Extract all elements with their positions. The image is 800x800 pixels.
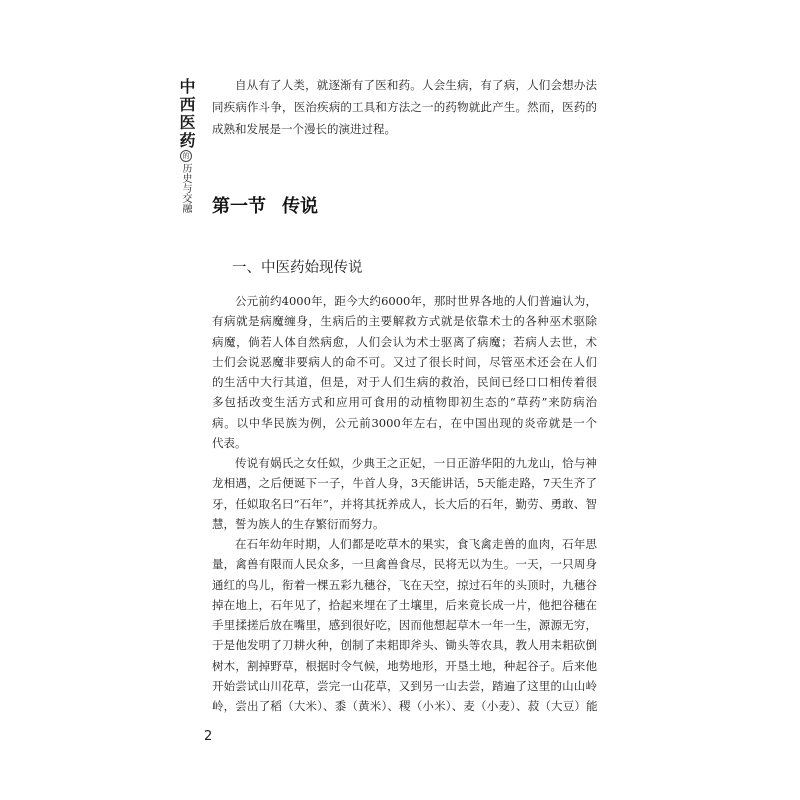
paragraph [212, 534, 597, 716]
text-line: 牙，任姒取名曰“石年”，并将其抚养成人，长大后的石年，勤劳、勇敢、智 [212, 496, 597, 511]
text-line: 多包括改变生活方式和应用可食用的动植物即初生态的“草药”来防病治 [212, 395, 597, 410]
section-title: 传说 [282, 196, 318, 217]
running-header-connector: 的 [180, 150, 192, 162]
text-line: 岭，尝出了稻（大米）、黍（黄米）、稷（小米）、麦（小麦）、菽（大豆）能 [212, 699, 597, 713]
text-line: 成熟和发展是一个漫长的演进过程。 [212, 122, 396, 136]
section-heading [212, 196, 318, 218]
text-line: 自从有了人类，就逐渐有了医和药。人会生病，有了病，人们会想办法 [235, 78, 597, 92]
subsection-heading: 一、中医药始现传说 [232, 260, 363, 276]
text-line: 手里揉搓后放在嘴里，感到很好吃，因而他想起草木一年一生，源源无穷， [212, 618, 597, 632]
text-line: 公元前约4000年，距今大约6000年，那时世界各地的人们普遍认为， [235, 294, 597, 308]
text-line: 开始尝试山川花草，尝完一山花草，又到另一山去尝，踏遍了这里的山山岭 [212, 678, 597, 693]
text-line: 代表。 [212, 435, 247, 450]
page-number: 2 [204, 729, 213, 744]
text-line: 有病就是病魔缠身，生病后的主要解救方式就是依靠术士的各种巫术驱除 [212, 314, 597, 329]
text-line: 在石年幼年时期，人们都是吃草木的果实，食飞禽走兽的血肉，石年思 [235, 537, 597, 551]
text-line: 同疾病作斗争，医治疾病的工具和方法之一的药物就此产生。然而，医药的 [212, 100, 597, 114]
running-header-subtitle: 历史与交融 [180, 163, 191, 213]
text-line: 士们会说恶魔非要病人的命不可。又过了很长时间，尽管巫术还会在人们 [212, 354, 597, 369]
text-line: 病。以中华民族为例，公元前3000年左右，在中国出现的炎帝就是一个 [212, 415, 597, 430]
text-line: 的生活中大行其道，但是，对于人们生病的救治，民间已经口口相传着很 [212, 375, 597, 389]
text-line: 传说有娲氏之女任姒，少典王之正妃，一日正游华阳的九龙山，恰与神 [235, 456, 597, 470]
text-line: 树木，割掉野草，根据时令气候，地势地形，开垦土地，种起谷子。后来他 [212, 658, 597, 673]
paragraph [212, 291, 597, 453]
intro-paragraph [212, 74, 597, 140]
text-line: 慧，誓为族人的生存繁衍而努力。 [212, 516, 385, 531]
running-header-title: 中西医药 [177, 78, 196, 150]
text-line: 量，禽兽有限而人民众多，一旦禽兽食尽，民将无以为生。一天，一只周身 [212, 557, 597, 572]
text-line: 病魔，倘若人体自然病愈，人们会认为术士驱离了病魔；若病人去世，术 [212, 334, 597, 349]
text-line: 通红的鸟儿，衔着一棵五彩九穗谷，飞在天空，掠过石年的头顶时，九穗谷 [212, 577, 597, 592]
text-line: 于是他发明了刀耕火种，创制了耒耜即斧头、锄头等农具，教人用耒耜砍倒 [212, 638, 597, 653]
text-line: 掉在地上，石年见了，拾起来埋在了土壤里，后来竟长成一片，他把谷穗在 [212, 597, 597, 612]
section-number: 第一节 [212, 196, 266, 217]
paragraph [212, 453, 597, 534]
text-line: 龙相遇，之后便诞下一子，牛首人身，3天能讲话，5天能走路，7天生齐了 [212, 476, 597, 491]
section-body [212, 291, 597, 716]
